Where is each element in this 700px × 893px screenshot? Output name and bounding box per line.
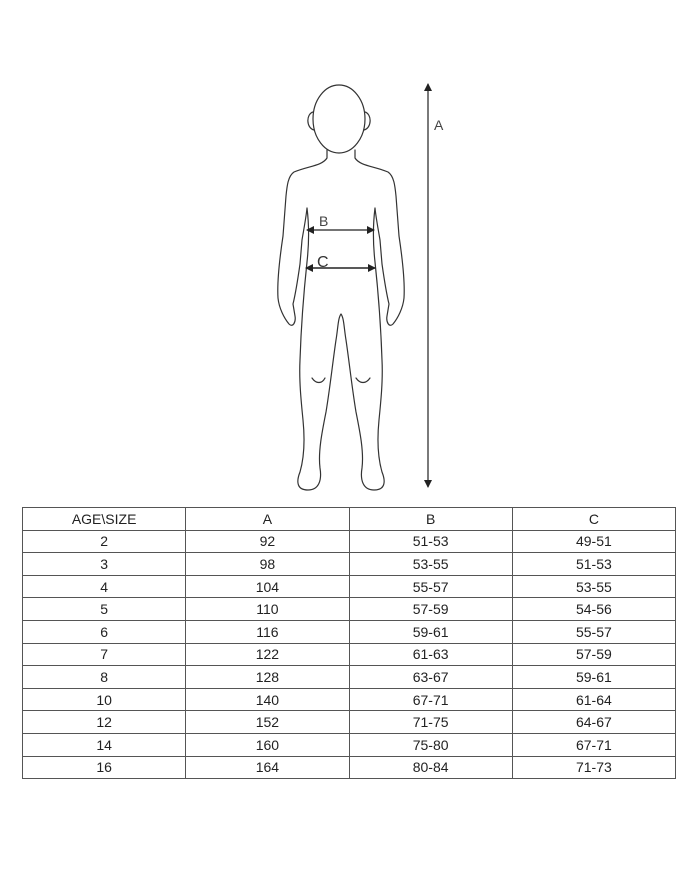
- cell-b: 61-63: [349, 643, 512, 666]
- table-row: [23, 530, 676, 553]
- cell-age: 5: [23, 598, 186, 621]
- cell-b: 57-59: [349, 598, 512, 621]
- table-row: [23, 688, 676, 711]
- cell-c: 55-57: [512, 620, 675, 643]
- cell-age: 12: [23, 711, 186, 734]
- cell-c: 49-51: [512, 530, 675, 553]
- cell-a: 98: [186, 553, 349, 576]
- cell-a: 110: [186, 598, 349, 621]
- cell-c: 53-55: [512, 575, 675, 598]
- measurement-a-label: A: [434, 117, 444, 133]
- left-knee: [312, 378, 325, 383]
- table-row: [23, 598, 676, 621]
- table-row: [23, 733, 676, 756]
- cell-age: 8: [23, 666, 186, 689]
- cell-age: 4: [23, 575, 186, 598]
- cell-c: 67-71: [512, 733, 675, 756]
- cell-a: 164: [186, 756, 349, 779]
- table-header-row: [23, 508, 676, 531]
- cell-age: 14: [23, 733, 186, 756]
- cell-a: 152: [186, 711, 349, 734]
- table-row: [23, 643, 676, 666]
- header-c: C: [512, 508, 675, 531]
- measurement-c-label: C: [317, 254, 329, 271]
- cell-a: 116: [186, 620, 349, 643]
- cell-b: 53-55: [349, 553, 512, 576]
- header-b: B: [349, 508, 512, 531]
- cell-age: 10: [23, 688, 186, 711]
- cell-a: 104: [186, 575, 349, 598]
- table-row: [23, 756, 676, 779]
- cell-c: 61-64: [512, 688, 675, 711]
- cell-age: 16: [23, 756, 186, 779]
- header-age-size: AGE\SIZE: [23, 508, 186, 531]
- cell-a: 140: [186, 688, 349, 711]
- cell-c: 54-56: [512, 598, 675, 621]
- cell-c: 64-67: [512, 711, 675, 734]
- cell-a: 122: [186, 643, 349, 666]
- cell-age: 6: [23, 620, 186, 643]
- cell-b: 63-67: [349, 666, 512, 689]
- table-row: [23, 666, 676, 689]
- cell-b: 55-57: [349, 575, 512, 598]
- cell-c: 57-59: [512, 643, 675, 666]
- cell-c: 71-73: [512, 756, 675, 779]
- body-silhouette: [278, 150, 404, 490]
- cell-b: 71-75: [349, 711, 512, 734]
- right-knee: [356, 378, 370, 383]
- table-row: [23, 575, 676, 598]
- cell-c: 51-53: [512, 553, 675, 576]
- cell-a: 92: [186, 530, 349, 553]
- cell-b: 59-61: [349, 620, 512, 643]
- cell-b: 80-84: [349, 756, 512, 779]
- cell-a: 160: [186, 733, 349, 756]
- measurement-b-label: B: [319, 213, 329, 229]
- table-row: [23, 711, 676, 734]
- child-body-outline: [278, 85, 404, 490]
- cell-age: 2: [23, 530, 186, 553]
- head-outline: [313, 85, 365, 153]
- header-a: A: [186, 508, 349, 531]
- cell-b: 51-53: [349, 530, 512, 553]
- cell-age: 3: [23, 553, 186, 576]
- cell-b: 75-80: [349, 733, 512, 756]
- table-row: [23, 553, 676, 576]
- table-row: [23, 620, 676, 643]
- cell-b: 67-71: [349, 688, 512, 711]
- cell-c: 59-61: [512, 666, 675, 689]
- cell-age: 7: [23, 643, 186, 666]
- cell-a: 128: [186, 666, 349, 689]
- size-chart-table: [22, 507, 676, 779]
